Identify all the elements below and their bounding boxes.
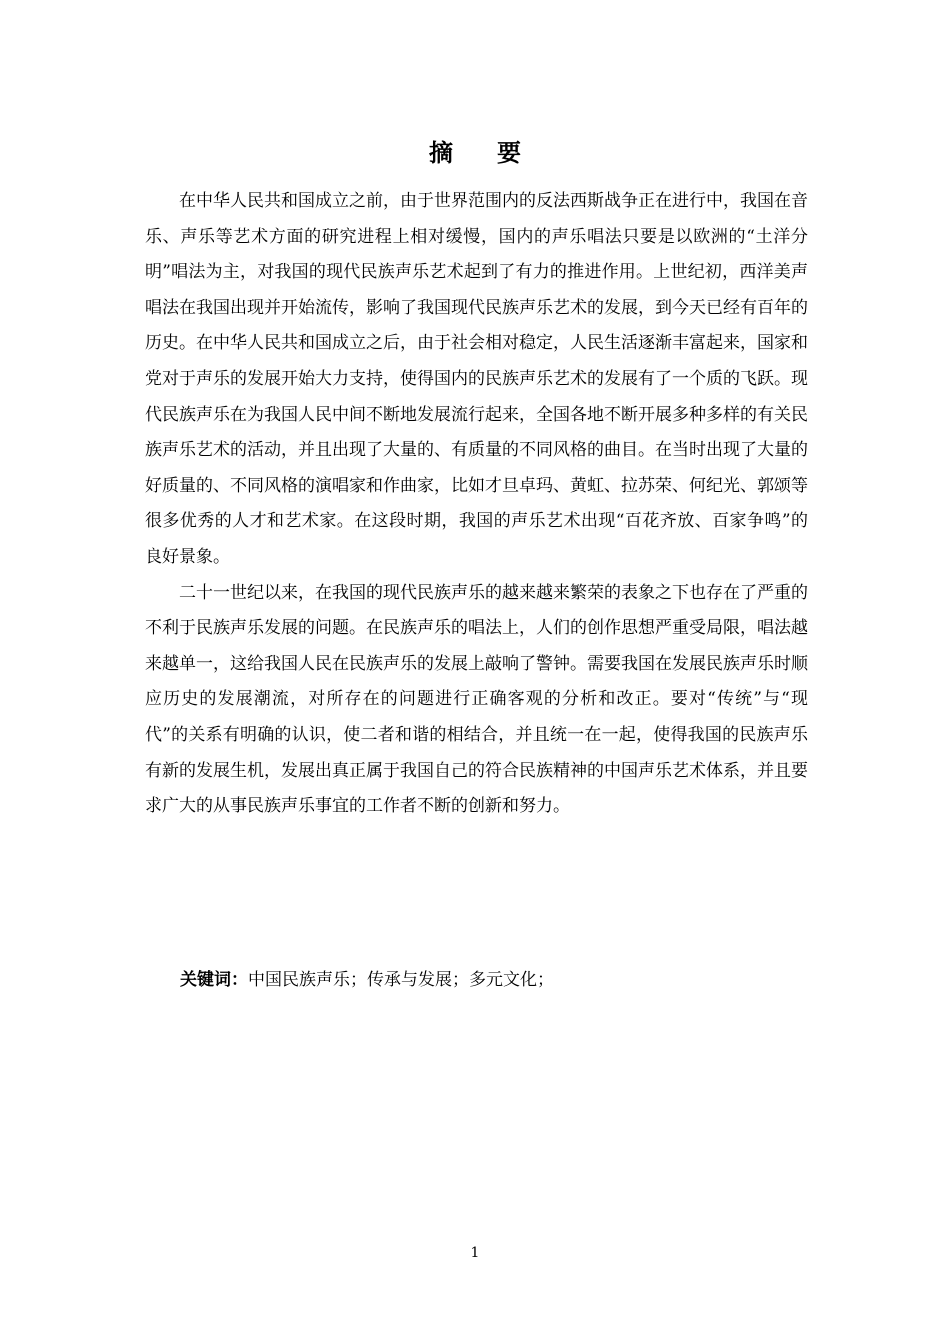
page-number: 1 [470,1245,480,1261]
abstract-title-part2: 要 [497,138,521,167]
keywords-label: 关键词： [180,970,248,990]
keywords-line [180,962,554,998]
abstract-paragraph-2: 二十一世纪以来，在我国的现代民族声乐的越来越来繁荣的表象之下也存在了严重的不利于民族声乐发展的问题。在民族声乐的唱法上，人们的创作思想严重受局限，唱法越来越单一，这给我国人民在民族声乐的发展上敲响了警钟。需要我国在发展民族声乐时顺应历史的发展潮流，对所存在的问题进行正确客观的分析和改正。要对“传统”与“现代”的关系有明确的认识，使二者和谐的相结合，并且统一在一起，使得我国的民族声乐有新的发展生机，发展出真正属于我国自己的符合民族精神的中国声乐艺术体系，并且要求广大的从事民族声乐事宜的工作者不断的创新和努力。 [145,582,808,817]
abstract-paragraph-1: 在中华人民共和国成立之前，由于世界范围内的反法西斯战争正在进行中，我国在音乐、声乐等艺术方面的研究进程上相对缓慢，国内的声乐唱法只要是以欧洲的“土洋分明”唱法为主，对我国的现代民族声乐艺术起到了有力的推进作用。上世纪初，西洋美声唱法在我国出现并开始流传，影响了我国现代民族声乐艺术的发展，到今天已经有百年的历史。在中华人民共和国成立之后，由于社会相对稳定，人民生活逐渐丰富起来，国家和党对于声乐的发展开始大力支持，使得国内的民族声乐艺术的发展有了一个质的飞跃。现代民族声乐在为我国人民中间不断地发展流行起来，全国各地不断开展多种多样的有关民族声乐艺术的活动，并且出现了大量的、有质量的不同风格的曲目。在当时出现了大量的好质量的、不同风格的演唱家和作曲家，比如才旦卓玛、黄虹、拉苏荣、何纪光、郭颂等很多优秀的人才和艺术家。在这段时期，我国的声乐艺术出现“百花齐放、百家争鸣”的良好景象。 [145,191,808,567]
keywords-value: 中国民族声乐；传承与发展；多元文化； [248,970,554,990]
abstract-body [145,184,808,825]
abstract-title [0,136,950,170]
abstract-title-part1: 摘 [429,138,453,167]
